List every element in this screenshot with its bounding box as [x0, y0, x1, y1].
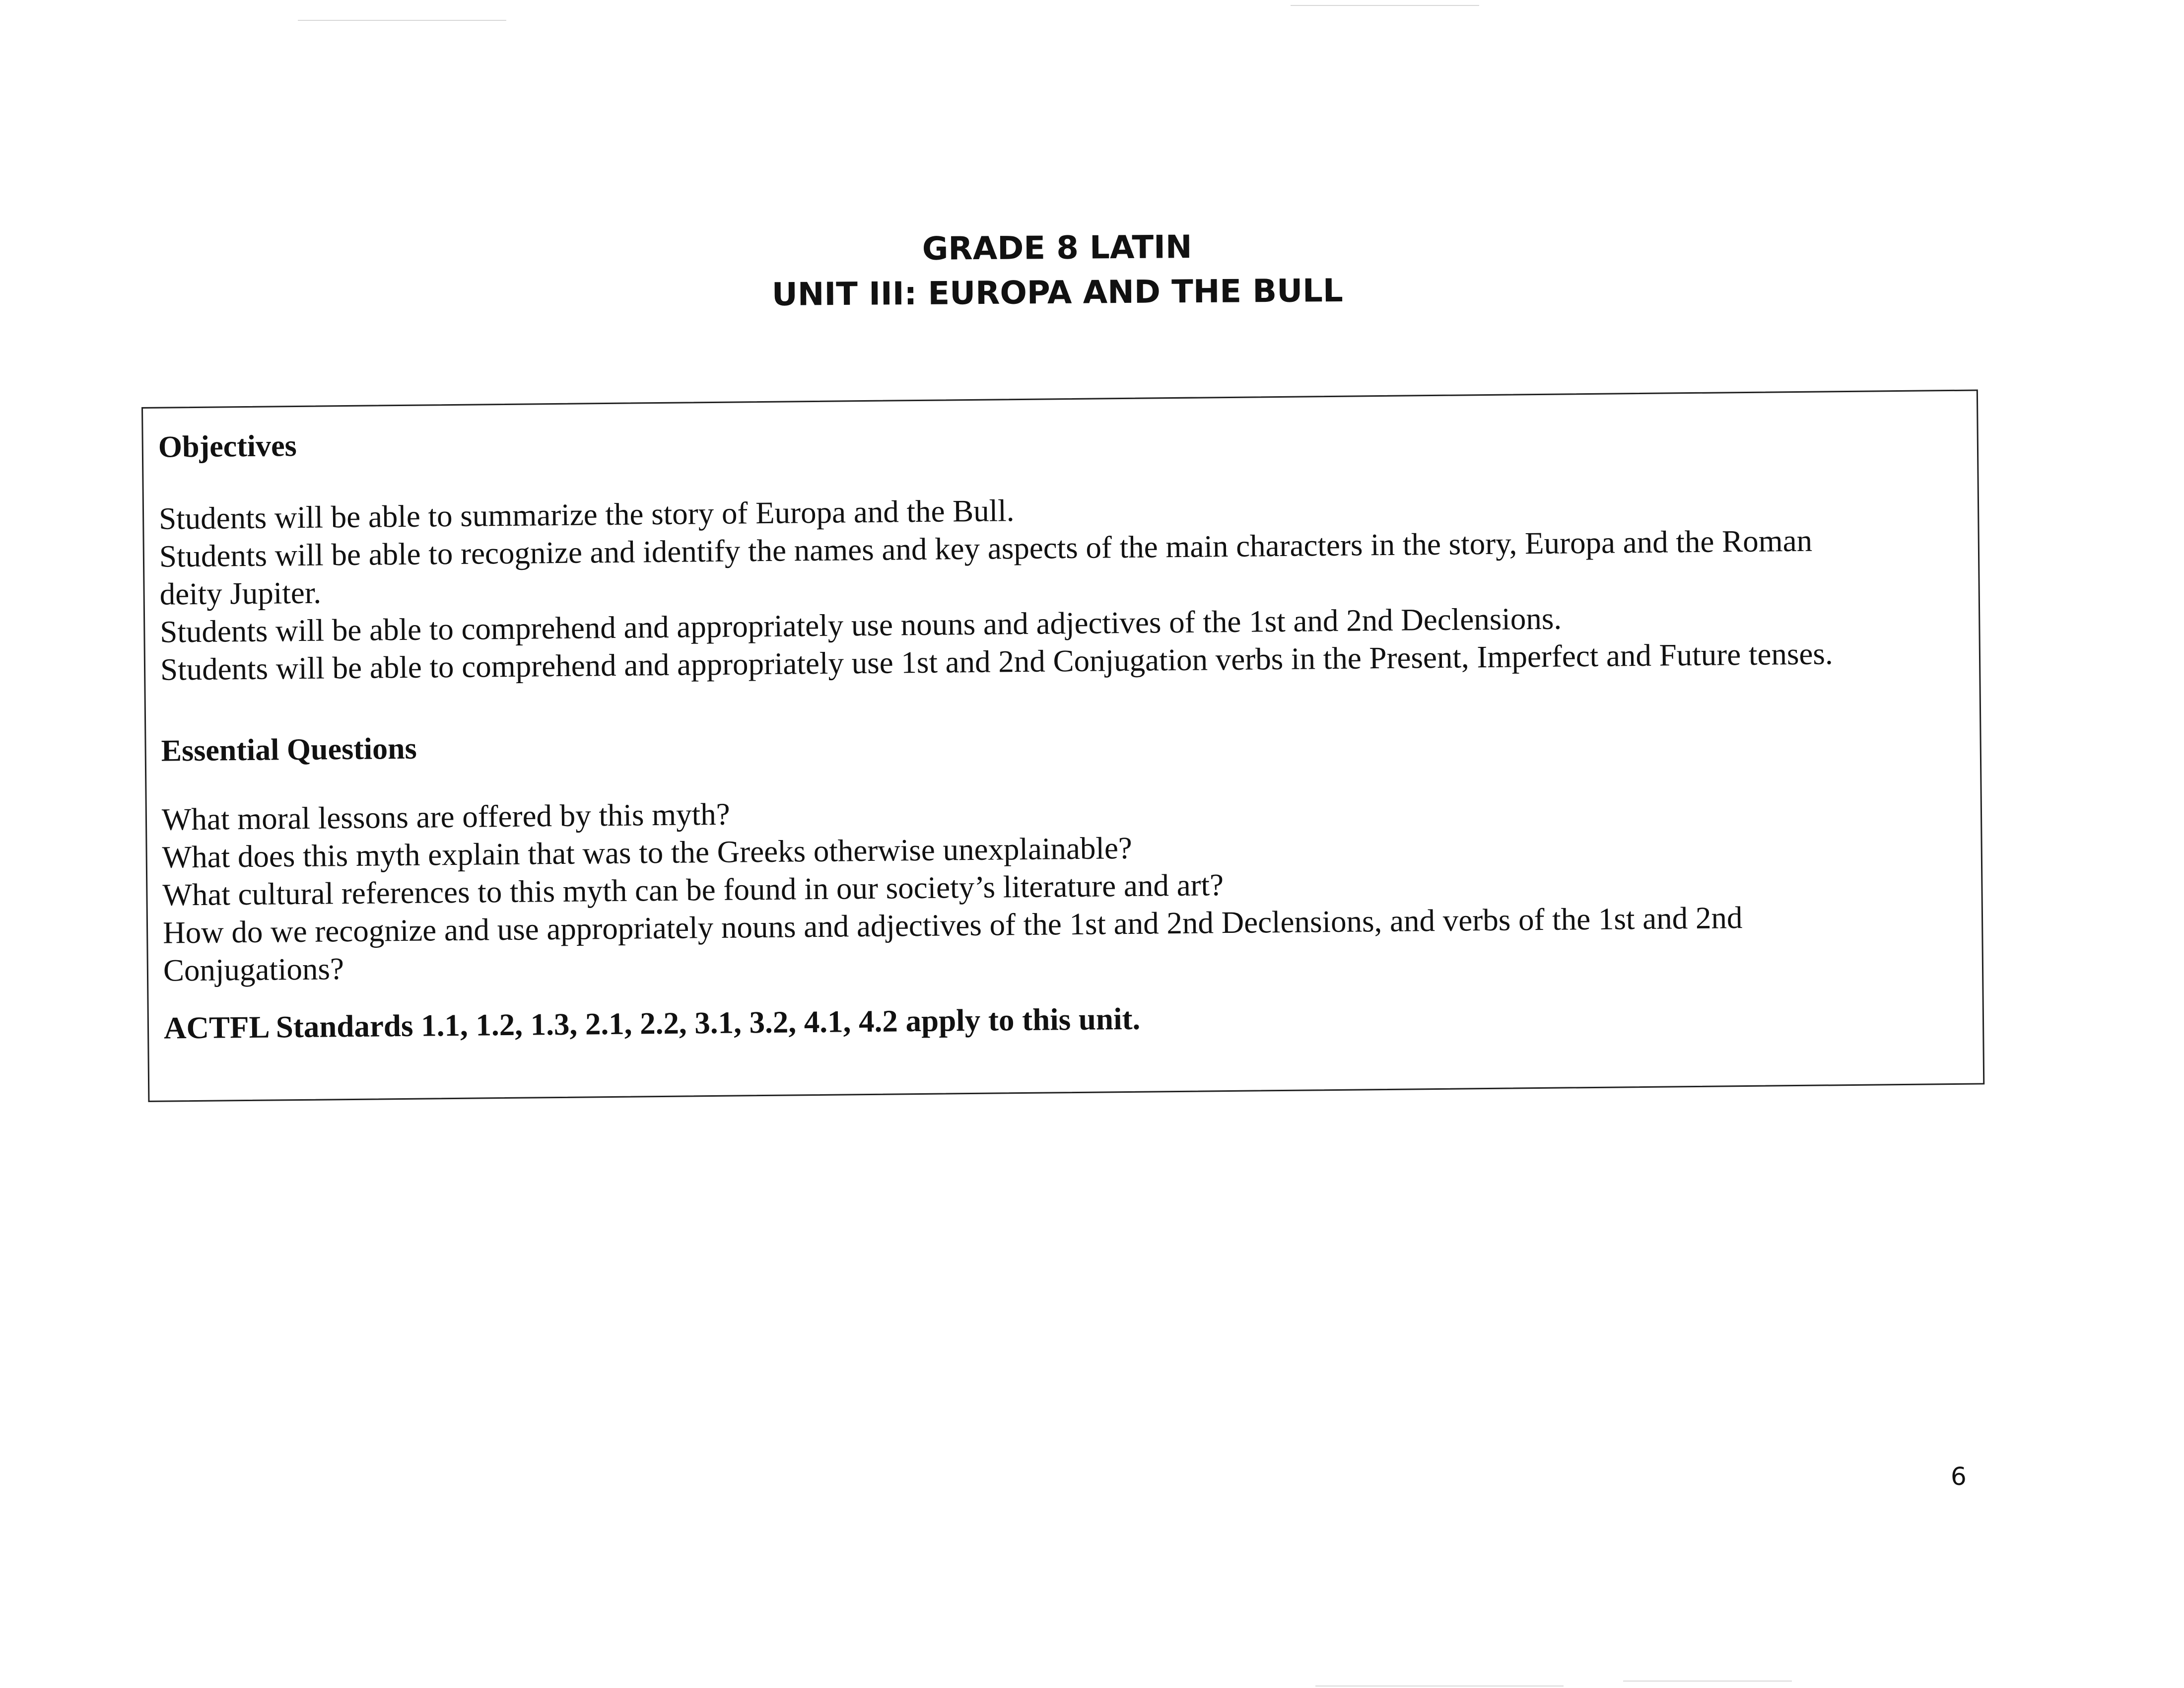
question-line: How do we recognize and use appropriately nouns and adjectives of the 1st and 2nd Declensions, and verbs of the 1st and 2nd: [162, 900, 1743, 950]
objective-line: Students will be able to recognize and identify the names and key aspects of the main characters in the story, Europa and the Roman: [159, 523, 1813, 574]
question-line: What cultural references to this myth can be found in our society’s literature and art?: [162, 867, 1224, 913]
objectives-list: [159, 483, 1967, 689]
heading-grade: GRADE 8 LATIN: [922, 229, 1192, 268]
objective-line: Students will be able to comprehend and appropriately use 1st and 2nd Conjugation verbs in the Present, Imperfect and Future tenses.: [160, 636, 1833, 687]
objectives-heading: Objectives: [158, 429, 297, 464]
scan-artifact: [298, 20, 506, 21]
question-line: Conjugations?: [163, 951, 344, 988]
scan-artifact: [1315, 1686, 1564, 1687]
scan-artifact: [1291, 5, 1479, 6]
objective-line: Students will be able to comprehend and appropriately use nouns and adjectives of the 1st and 2nd Declensions.: [160, 601, 1562, 649]
scan-artifact: [1623, 1681, 1792, 1682]
objective-line: Students will be able to summarize the story of Europa and the Bull.: [158, 493, 1015, 536]
standards-statement: ACTFL Standards 1.1, 1.2, 1.3, 2.1, 2.2, 3.1, 3.2, 4.1, 4.2 apply to this unit.: [163, 1001, 1141, 1046]
question-line: What moral lessons are offered by this myth?: [161, 796, 731, 837]
unit-summary-content: [158, 411, 1971, 1047]
essential-questions-list: [162, 783, 1970, 989]
page-number: 6: [1951, 1462, 1967, 1491]
page-heading: [645, 223, 1469, 318]
unit-summary-box: [141, 389, 1984, 1102]
heading-unit: UNIT III: EUROPA AND THE BULL: [771, 272, 1343, 314]
question-line: What does this myth explain that was to the Greeks otherwise unexplainable?: [162, 830, 1133, 875]
essential-questions-heading: Essential Questions: [161, 731, 417, 768]
objective-line: deity Jupiter.: [159, 575, 322, 612]
